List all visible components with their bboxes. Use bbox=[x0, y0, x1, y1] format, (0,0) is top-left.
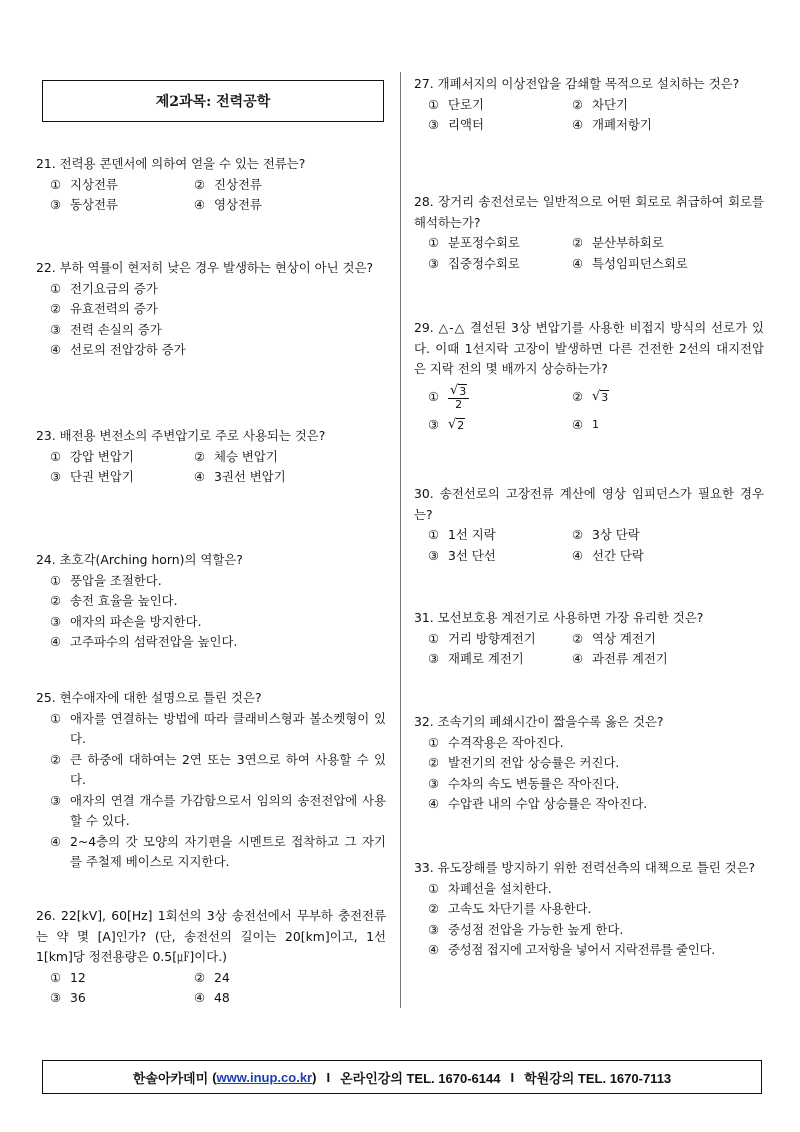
option-3[interactable]: ③ 애자의 연결 개수를 가감함으로서 임의의 송전전압에 사용할 수 있다. bbox=[50, 792, 386, 828]
question-29 bbox=[414, 318, 764, 435]
option-1[interactable]: ① 전기요금의 증가 bbox=[50, 280, 158, 296]
footer-academy-tel: 학원강의 TEL. 1670-7113 bbox=[524, 1070, 672, 1086]
option-2[interactable]: ② 24 bbox=[194, 969, 230, 985]
options bbox=[36, 709, 386, 873]
question-30 bbox=[414, 484, 764, 566]
option-1[interactable]: ① √ 3 2 bbox=[428, 384, 572, 411]
footer-url-link[interactable]: www.inup.co.kr bbox=[216, 1069, 313, 1085]
option-4[interactable]: ④ 특성임피던스회로 bbox=[572, 255, 688, 271]
options bbox=[414, 525, 764, 566]
question-stem: 21. 전력용 콘덴서에 의하여 얻을 수 있는 전류는? bbox=[36, 156, 306, 171]
question-stem: 28. 장거리 송전선로는 일반적으로 어떤 회로로 취급하여 회로를 해석하는가? bbox=[414, 194, 764, 230]
footer-online-tel: 온라인강의 TEL. 1670-6144 bbox=[340, 1070, 501, 1086]
option-2[interactable]: ② 송전 효율을 높인다. bbox=[50, 593, 178, 608]
option-4[interactable]: ④ 2~4층의 갓 모양의 자기편을 시멘트로 접착하고 그 자기를 주철제 베이스로 지지한다. bbox=[50, 833, 386, 869]
question-stem: 29. △-△ 결선된 3상 변압기를 사용한 비접지 방식의 선로가 있다. 이때 1선지락 고장이 발생하면 다른 건전한 2선의 대지전압은 지락 전의 몇 배까지 상승하는가? bbox=[414, 320, 764, 376]
question-22 bbox=[36, 258, 386, 361]
option-2[interactable]: ② 유효전력의 증가 bbox=[50, 301, 158, 316]
option-1[interactable]: ① 12 bbox=[50, 969, 86, 985]
option-4[interactable]: ④ 선간 단락 bbox=[572, 547, 644, 563]
option-1[interactable]: ① 단로기 bbox=[428, 96, 484, 112]
options bbox=[36, 279, 386, 361]
question-stem: 27. 개폐서지의 이상전압을 감쇄할 목적으로 설치하는 것은? bbox=[414, 76, 740, 91]
option-4[interactable]: ④ 개폐저항기 bbox=[572, 117, 652, 132]
option-2[interactable]: ② 진상전류 bbox=[194, 176, 262, 192]
question-25 bbox=[36, 688, 386, 873]
question-33 bbox=[414, 858, 764, 961]
option-1[interactable]: ① 1선 지락 bbox=[428, 527, 496, 542]
option-2[interactable]: ② 큰 하중에 대하여는 2연 또는 3연으로 하여 사용할 수 있다. bbox=[50, 751, 386, 787]
option-4[interactable]: ④ 48 bbox=[194, 990, 230, 1005]
footer-brand: 한솔아카데미 bbox=[132, 1070, 209, 1086]
option-3[interactable]: ③ 중성점 전압을 가능한 높게 한다. bbox=[428, 921, 624, 937]
options bbox=[414, 384, 764, 436]
option-4[interactable]: ④ 과전류 계전기 bbox=[572, 651, 668, 666]
option-4[interactable]: ④ 3권선 변압기 bbox=[194, 469, 286, 484]
question-21 bbox=[36, 154, 386, 216]
options bbox=[414, 879, 764, 961]
question-26 bbox=[36, 906, 386, 1009]
options bbox=[414, 629, 764, 670]
sqrt2: √ 2 bbox=[448, 416, 465, 432]
option-1[interactable]: ① 풍압을 조절한다. bbox=[50, 572, 162, 588]
question-stem: 22. 부하 역률이 현저히 낮은 경우 발생하는 현상이 아닌 것은? bbox=[36, 260, 374, 275]
option-4[interactable]: ④ 영상전류 bbox=[194, 197, 262, 212]
option-4[interactable]: ④ 중성점 접지에 고저항을 넣어서 지락전류를 줄인다. bbox=[428, 942, 715, 957]
options bbox=[414, 95, 764, 136]
option-4[interactable]: ④ 고주파수의 섬락전압을 높인다. bbox=[50, 634, 238, 649]
option-2[interactable]: ② 3상 단락 bbox=[572, 527, 640, 542]
option-2[interactable]: ② 분산부하회로 bbox=[572, 235, 664, 250]
options bbox=[36, 175, 386, 216]
option-1[interactable]: ① 지상전류 bbox=[50, 176, 118, 192]
column-divider bbox=[400, 72, 401, 1008]
option-1[interactable]: ① 분포정수회로 bbox=[428, 235, 520, 250]
options bbox=[36, 447, 386, 488]
question-stem: 23. 배전용 변전소의 주변압기로 주로 사용되는 것은? bbox=[36, 428, 326, 443]
option-1[interactable]: ① 수격작용은 작아진다. bbox=[428, 734, 564, 750]
option-3[interactable]: ③ 재폐로 계전기 bbox=[428, 651, 524, 666]
option-4[interactable]: ④ 수압관 내의 수압 상승률은 작아진다. bbox=[428, 796, 648, 811]
sqrt3-over-2: √ 3 2 bbox=[448, 384, 469, 411]
question-stem: 26. 22[kV], 60[Hz] 1회선의 3상 송전선에서 무부하 충전전류는 약 몇 [A]인가? (단, 송전선의 길이는 20[km]이고, 1선 1[km]당 정전용량은 0.5[㎌]이다.) bbox=[36, 908, 386, 964]
option-2[interactable]: ② 차단기 bbox=[572, 96, 628, 112]
question-28 bbox=[414, 192, 764, 274]
option-3[interactable]: ③ 36 bbox=[50, 990, 86, 1005]
option-1[interactable]: ① 애자를 연결하는 방법에 따라 클래비스형과 볼소켓형이 있다. bbox=[50, 710, 386, 746]
sqrt3: √ 3 bbox=[592, 389, 609, 404]
option-1[interactable]: ① 거리 방향계전기 bbox=[428, 630, 536, 646]
option-3[interactable]: ③ 단권 변압기 bbox=[50, 469, 134, 484]
option-3[interactable]: ③ 3선 단선 bbox=[428, 547, 496, 563]
question-stem: 33. 유도장해를 방지하기 위한 전력선측의 대책으로 틀린 것은? bbox=[414, 860, 756, 875]
option-4[interactable]: ④ 1 bbox=[572, 416, 599, 432]
option-3[interactable]: ③ 수차의 속도 변동률은 작아진다. bbox=[428, 775, 620, 791]
question-32 bbox=[414, 712, 764, 815]
options bbox=[36, 968, 386, 1009]
options bbox=[414, 233, 764, 274]
options bbox=[414, 733, 764, 815]
option-4[interactable]: ④ 선로의 전압강하 증가 bbox=[50, 342, 186, 357]
question-stem: 24. 초호각(Arching horn)의 역할은? bbox=[36, 552, 243, 567]
footer-banner: 한솔아카데미 ( www.inup.co.kr ) I 온라인강의 TEL. 1670-6144 I 학원강의 TEL. 1670-7113 bbox=[42, 1060, 762, 1094]
question-stem: 31. 모선보호용 계전기로 사용하면 가장 유리한 것은? bbox=[414, 610, 704, 625]
question-stem: 30. 송전선로의 고장전류 계산에 영상 임피던스가 필요한 경우는? bbox=[414, 486, 764, 522]
option-3[interactable]: ③ 애자의 파손을 방지한다. bbox=[50, 613, 202, 629]
option-3[interactable]: ③ 동상전류 bbox=[50, 197, 118, 212]
option-1[interactable]: ① 차폐선을 설치한다. bbox=[428, 880, 552, 896]
option-2[interactable]: ② 고속도 차단기를 사용한다. bbox=[428, 901, 592, 916]
question-24 bbox=[36, 550, 386, 653]
section-title: 제2과목: 전력공학 bbox=[155, 94, 271, 110]
question-27 bbox=[414, 74, 764, 136]
question-23 bbox=[36, 426, 386, 488]
option-3[interactable]: ③ 집중정수회로 bbox=[428, 255, 520, 271]
option-3[interactable]: ③ 전력 손실의 증가 bbox=[50, 321, 162, 337]
section-header bbox=[42, 80, 384, 122]
footer-separator: I bbox=[326, 1069, 331, 1085]
question-stem: 25. 현수애자에 대한 설명으로 틀린 것은? bbox=[36, 690, 262, 705]
options bbox=[36, 571, 386, 653]
option-3[interactable]: ③ √ 2 bbox=[428, 416, 465, 432]
question-stem: 32. 조속기의 폐쇄시간이 짧을수록 옳은 것은? bbox=[414, 714, 664, 729]
option-1[interactable]: ① 강압 변압기 bbox=[50, 448, 134, 464]
option-2[interactable]: ② 체승 변압기 bbox=[194, 448, 278, 464]
option-2[interactable]: ② 역상 계전기 bbox=[572, 630, 656, 646]
option-3[interactable]: ③ 리액터 bbox=[428, 117, 484, 132]
option-2[interactable]: ② 발전기의 전압 상승률은 커진다. bbox=[428, 755, 620, 770]
option-2[interactable]: ② √ 3 bbox=[572, 388, 609, 404]
question-31 bbox=[414, 608, 764, 670]
footer-separator: I bbox=[510, 1069, 515, 1085]
